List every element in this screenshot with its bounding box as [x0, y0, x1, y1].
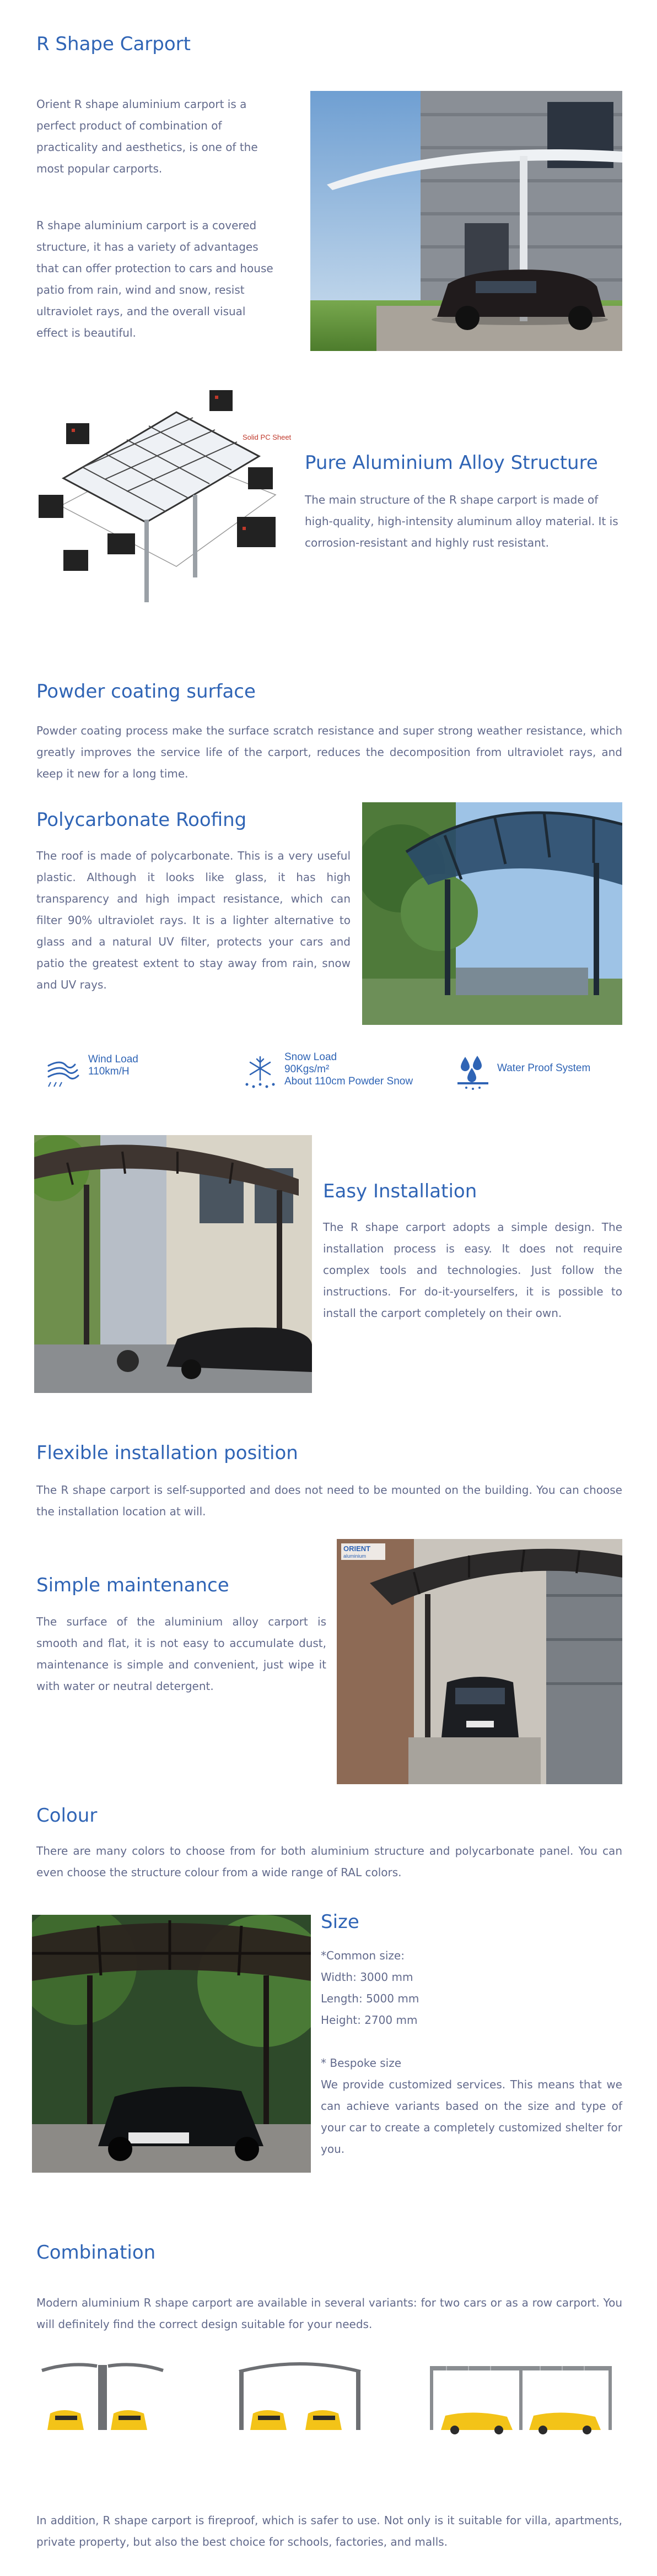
section-title-colour: Colour	[36, 1805, 98, 1827]
combination-footer-text: In addition, R shape carport is fireproof, which is safer to use. Not only is it suitable for villa, apartments, private property, but also the best choice for schools, factories, and malls.	[36, 2514, 622, 2548]
water-proof-label: Water Proof System	[497, 1062, 591, 1074]
maintenance-photo	[337, 1539, 622, 1784]
water-drop-icon	[453, 1051, 493, 1091]
size-photo	[32, 1915, 311, 2173]
feature-snow-load	[240, 1051, 413, 1091]
powder-text: Powder coating process make the surface scratch resistance and super strong weather resistance, which greatly improves the service life of the carport, reduces the decomposition from ultraviolet rays, and keep it new for a long time.	[36, 724, 622, 780]
snow-load-value: 90Kgs/m²	[284, 1063, 330, 1075]
section-title-size: Size	[321, 1911, 359, 1933]
carport-structure-diagram	[39, 385, 292, 611]
snowflake-icon	[240, 1051, 280, 1091]
section-title-r-shape: R Shape Carport	[36, 33, 191, 55]
r-shape-paragraph-1: Orient R shape aluminium carport is a perfect product of combination of practicality and aesthetics, is one of the most popular carports.	[36, 98, 258, 175]
feature-wind-load	[44, 1054, 138, 1093]
common-size-label: *Common size:	[321, 1949, 405, 1962]
carport-house-photo	[310, 91, 622, 351]
section-title-alloy: Pure Aluminium Alloy Structure	[305, 452, 598, 474]
orient-logo-text: ORIENT	[343, 1544, 371, 1553]
wind-load-label: Wind Load	[88, 1054, 138, 1065]
size-width: Width: 3000 mm	[321, 1970, 413, 1984]
combination-row-illustration	[424, 2358, 617, 2435]
wind-icon	[44, 1054, 84, 1093]
snow-load-label: Snow Load	[284, 1051, 337, 1063]
section-title-flexible: Flexible installation position	[36, 1442, 298, 1464]
wind-load-value: 110km/H	[88, 1066, 130, 1077]
combination-double-post-illustration	[36, 2358, 169, 2435]
solid-pc-sheet-label: Solid PC Sheet	[243, 433, 292, 441]
polycarbonate-roof-photo	[362, 802, 622, 1025]
size-height: Height: 2700 mm	[321, 2013, 418, 2027]
snow-load-note: About 110cm Powder Snow	[284, 1076, 413, 1087]
combination-arch-illustration	[234, 2358, 366, 2435]
section-title-combination: Combination	[36, 2242, 156, 2264]
roofing-text: The roof is made of polycarbonate. This is a very useful plastic. Although it looks like glass, it has high transparency and high impact resistance, which can filter 90% ultraviolet rays. It is a lighter alternative to glass and a natural UV filter, protects your cars and patio the greatest extent to stay away from rain, snow and UV rays.	[36, 849, 351, 991]
install-text: The R shape carport adopts a simple design. The installation process is easy. It does not require complex tools and technologies. Just follow the instructions. For do-it-yourselfers, it is possible to install the carport completely on their own.	[323, 1221, 622, 1320]
easy-installation-photo	[34, 1135, 312, 1393]
section-title-install: Easy Installation	[323, 1180, 477, 1202]
section-title-maintenance: Simple maintenance	[36, 1574, 229, 1596]
flexible-text: The R shape carport is self-supported and does not need to be mounted on the building. You can choose the installation location at will.	[36, 1483, 622, 1518]
size-length: Length: 5000 mm	[321, 1992, 419, 2005]
maintenance-text: The surface of the aluminium alloy carport is smooth and flat, it is not easy to accumulate dust, maintenance is simple and convenient, just wipe it with water or neutral detergent.	[36, 1615, 326, 1693]
colour-text: There are many colors to choose from for both aluminium structure and polycarbonate panel. You can even choose the structure colour from a wide range of RAL colors.	[36, 1844, 622, 1879]
combination-text: Modern aluminium R shape carport are available in several variants: for two cars or as a row carport. You will definitely find the correct design suitable for your needs.	[36, 2296, 622, 2331]
r-shape-paragraph-2: R shape aluminium carport is a covered structure, it has a variety of advantages that can offer protection to cars and house patio from rain, wind and snow, resist ultraviolet rays, and the overall visual effect is beautiful.	[36, 219, 273, 339]
bespoke-size-label: * Bespoke size	[321, 2056, 402, 2070]
size-details	[321, 1945, 622, 2160]
section-title-powder: Powder coating surface	[36, 681, 256, 703]
feature-water-proof	[453, 1051, 590, 1091]
bespoke-size-text: We provide customized services. This means that we can achieve variants based on the size and type of your car to create a completely customized shelter for you.	[321, 2078, 622, 2156]
alloy-text: The main structure of the R shape carport is made of high-quality, high-intensity aluminum alloy material. It is corrosion-resistant and highly rust resistant.	[305, 493, 618, 549]
section-title-roofing: Polycarbonate Roofing	[36, 809, 247, 831]
orient-logo-subtext: aluminium	[343, 1553, 367, 1559]
